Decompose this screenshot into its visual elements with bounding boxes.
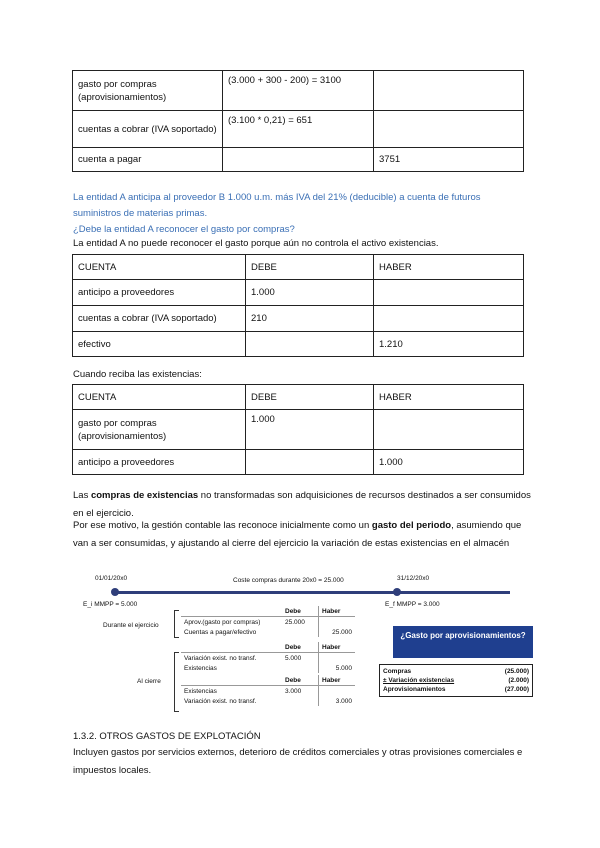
table-cell	[319, 653, 356, 664]
table-cell	[246, 450, 374, 475]
question-box: ¿Gasto por aprovisionamientos?	[393, 626, 533, 658]
close-entries-table-b	[181, 675, 355, 706]
close-entries-table-a	[181, 642, 355, 673]
table-cell: 1.000	[374, 450, 524, 475]
table-cell: Cuentas a pagar/efectivo	[184, 628, 257, 636]
table-cell: 1.000	[246, 410, 374, 450]
table-cell: efectivo	[73, 332, 246, 357]
table-row	[73, 306, 524, 332]
table-header-row	[73, 255, 524, 280]
column-header: Debe	[282, 675, 319, 686]
table-row	[73, 71, 524, 111]
column-header: Haber	[322, 607, 341, 615]
table-cell: anticipo a proveedores	[73, 280, 246, 306]
during-entries-table	[181, 606, 355, 637]
bold-text: compras de existencias	[90, 490, 199, 501]
table-cell: cuenta a pagar	[73, 148, 223, 172]
table-row	[181, 686, 355, 697]
table-cell	[246, 332, 374, 357]
table-header-row	[181, 642, 355, 653]
text: no transformadas son adquisiciones de recursos destinados a ser consumidos en el ejercicio.	[73, 490, 531, 519]
table-cell: 3.000	[282, 686, 319, 697]
column-header: CUENTA	[73, 385, 246, 410]
table-cell: anticipo a proveedores	[73, 450, 246, 475]
date-start: 01/01/20x0	[95, 575, 128, 582]
result-value: (25.000)	[504, 668, 529, 675]
table-header-row	[181, 606, 355, 617]
column-header: Debe	[282, 606, 319, 617]
inventory-variation-diagram	[75, 570, 535, 715]
result-value: (2.000)	[508, 677, 529, 684]
table-cell	[374, 410, 524, 450]
table-row	[181, 663, 355, 673]
table-cell: 25.000	[332, 628, 352, 636]
table-row	[73, 450, 524, 475]
table-header-row	[73, 385, 524, 410]
during-year-label: Durante el ejercicio	[103, 622, 159, 629]
timeline-end-dot	[393, 588, 401, 596]
paragraph-management	[73, 517, 533, 553]
example-line: suministros de materias primas.	[73, 208, 208, 219]
table-row	[73, 280, 524, 306]
table-cell: cuentas a cobrar (IVA soportado)	[73, 111, 223, 148]
table-cell	[282, 627, 319, 637]
example-statement	[73, 190, 481, 238]
brace-close	[174, 652, 179, 712]
table-cell: 1.210	[374, 332, 524, 357]
bold-text: gasto del periodo	[371, 520, 452, 531]
table-cell: Existencias	[184, 664, 217, 672]
table-cell: gasto por compras (aprovisionamientos)	[73, 410, 246, 450]
example-answer: La entidad A no puede reconocer el gasto porque aún no controla el activo existencias.	[73, 238, 439, 249]
result-label: Aprovisionamientos	[383, 686, 446, 693]
table-row	[73, 111, 524, 148]
date-end: 31/12/20x0	[397, 575, 430, 582]
journal-table-advance	[72, 254, 524, 357]
table-header-row	[181, 675, 355, 686]
column-header: Haber	[322, 676, 341, 684]
table-cell: 5.000	[335, 664, 352, 672]
result-row	[383, 685, 529, 694]
result-label: ± Variación existencias	[383, 677, 455, 684]
table-row	[73, 148, 524, 172]
receive-label: Cuando reciba las existencias:	[73, 369, 202, 380]
text: Las	[73, 490, 91, 501]
timeline-bar	[115, 591, 510, 594]
table-cell: (3.100 * 0,21) = 651	[223, 111, 374, 148]
table-cell: 25.000	[282, 617, 319, 628]
table-row	[181, 653, 355, 664]
table-cell	[223, 148, 374, 172]
section-title: 1.3.2. OTROS GASTOS DE EXPLOTACIÓN	[73, 731, 261, 742]
table-cell: Variación exist. no transf.	[181, 653, 282, 664]
table-cell: 3.000	[335, 697, 352, 705]
final-inventory: E_f MMPP = 3.000	[385, 601, 440, 608]
table-cell: (3.000 + 300 - 200) = 3100	[223, 71, 374, 111]
column-header: DEBE	[246, 255, 374, 280]
result-value: (27.000)	[504, 686, 529, 693]
table-cell	[319, 686, 356, 697]
table-cell	[374, 306, 524, 332]
result-box	[379, 664, 533, 697]
table-cell: Aprov.(gasto por compras)	[181, 617, 282, 628]
table-cell: Existencias	[181, 686, 282, 697]
column-header: DEBE	[246, 385, 374, 410]
purchases-caption: Coste compras durante 20x0 = 25.000	[233, 577, 344, 584]
text: Por ese motivo, la gestión contable las reconoce inicialmente como un	[73, 520, 372, 531]
year-end-label: Al cierre	[137, 678, 161, 685]
table-cell	[374, 111, 524, 148]
table-cell	[319, 617, 356, 628]
table-cell: Variación exist. no transf.	[184, 697, 257, 705]
table-cell: gasto por compras (aprovisionamientos)	[73, 71, 223, 111]
result-label: Compras	[383, 668, 412, 675]
table-row	[73, 332, 524, 357]
column-header: HABER	[374, 255, 524, 280]
table-row	[73, 410, 524, 450]
example-line: La entidad A anticipa al proveedor B 1.000 u.m. más IVA del 21% (deducible) a cuenta de futuros	[73, 192, 481, 203]
table-row	[181, 696, 355, 706]
table-row	[181, 627, 355, 637]
table-cell	[374, 280, 524, 306]
table-cell	[282, 696, 319, 706]
example-question: ¿Debe la entidad A reconocer el gasto por compras?	[73, 224, 295, 235]
section-text: Incluyen gastos por servicios externos, deterioro de créditos comerciales y otras provisiones comerciales e impuestos locales.	[73, 747, 523, 776]
table-cell: 210	[246, 306, 374, 332]
table-cell	[282, 663, 319, 673]
table-cell: 3751	[374, 148, 524, 172]
result-row	[383, 667, 529, 676]
column-header: Haber	[322, 643, 341, 651]
text: , asumiendo que van a ser consumidas, y ajustando al cierre del ejercicio la variación de estas existencias en el almacén	[73, 520, 522, 549]
table-row	[181, 617, 355, 628]
column-header: HABER	[374, 385, 524, 410]
timeline-start-dot	[111, 588, 119, 596]
journal-table-receipt	[72, 384, 524, 475]
journal-table-purchases	[72, 70, 524, 172]
brace-during	[174, 610, 179, 638]
table-cell: 5.000	[282, 653, 319, 664]
initial-inventory: E_i MMPP = 5.000	[83, 601, 138, 608]
column-header: CUENTA	[73, 255, 246, 280]
column-header: Debe	[282, 642, 319, 653]
table-cell	[374, 71, 524, 111]
table-cell: cuentas a cobrar (IVA soportado)	[73, 306, 246, 332]
result-row	[383, 676, 529, 685]
table-cell: 1.000	[246, 280, 374, 306]
